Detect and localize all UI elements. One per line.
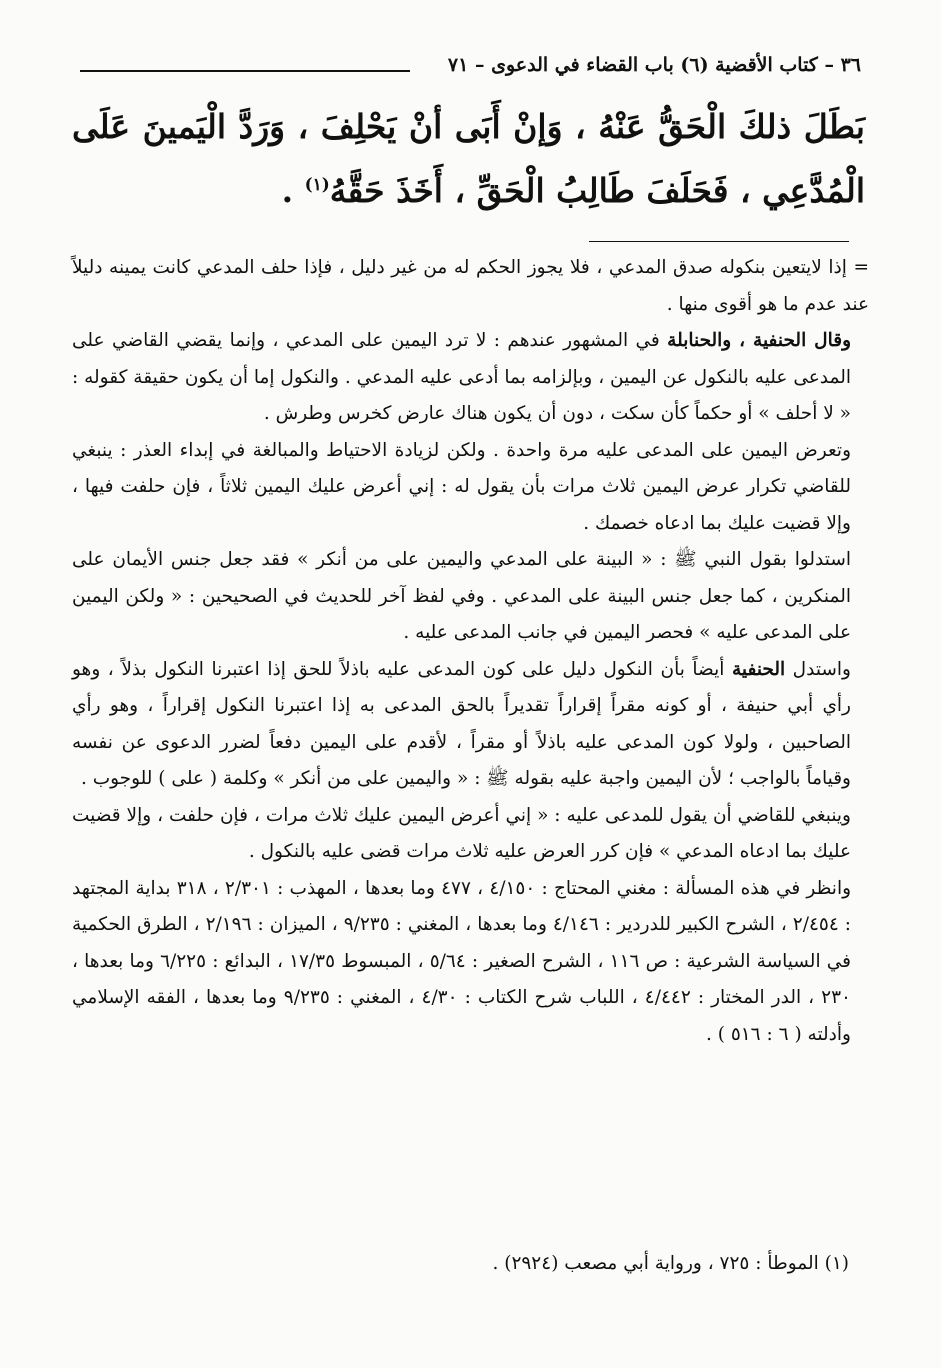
note-bold-madhhab: وقال الحنفية ، والحنابلة — [667, 330, 851, 351]
running-header — [80, 52, 861, 92]
note-paragraph-7-references: وانظر في هذه المسألة : مغني المحتاج : ٤/١٥٠ ، ٤٧٧ وما بعدها ، المهذب : ٢/٣٠١ ، ٣١٨ بداية المجتهد : ٢/٤٥٤ ، الشرح الكبير للدردير : ٤/١٤٦ وما بعدها ، المغني : ٩/٢٣٥ ، الميزان : ٢/١٩٦ ، الطرق الحكمية في السياسة الشرعية : ص ١١٦ ، الشرح الصغير : ٥/٦٤ ، المبسوط ١٧/٣٥ ، البدائع : ٦/٢٢٥ وما بعدها ، ٢٣٠ ، الدر المختار : ٤/٤٤٢ ، اللباب شرح الكتاب : ٤/٣٠ ، المغني : ٩/٢٣٥ وما بعدها ، الفقه الإسلامي وأدلته ( ٦ : ٥١٦ ) . — [72, 877, 852, 1045]
header-title: ٣٦ – كتاب الأقضية (٦) باب القضاء في الدعوى – ٧١ — [447, 54, 861, 76]
notes-separator — [589, 241, 849, 242]
note-paragraph-3: وتعرض اليمين على المدعى عليه مرة واحدة . ولكن لزيادة الاحتياط والمبالغة في إبداء العذر : ينبغي للقاضي تكرار عرض اليمين ثلاث مرات بأن يقول له : إني أعرض عليك اليمين ثلاثاً ، فإن حلفت فيها ، وإلا قضيت عليك بما ادعاه خصمك . — [72, 439, 851, 534]
footnote-marker: (١) — [304, 175, 330, 195]
footnote: (١) الموطأ : ٧٢٥ ، ورواية أبي مصعب (٢٩٢٤) . — [492, 1253, 849, 1274]
note-paragraph-5 — [72, 652, 851, 798]
header-rule — [80, 70, 410, 72]
note-paragraph-2 — [72, 323, 851, 433]
hadith-end: . — [281, 171, 305, 210]
note-bold-hanafiyya: الحنفية — [731, 658, 786, 680]
note-paragraph-4: استدلوا بقول النبي ﷺ : « البينة على المدعي واليمين على من أنكر » فقد جعل جنس الأيمان على المنكرين ، كما جعل جنس البينة على المدعي . وفي لفظ آخر للحديث في الصحيحين : « ولكن اليمين على المدعى عليه » فحصر اليمين في جانب المدعى عليه . — [72, 549, 851, 643]
note-paragraph-1: = إذا لايتعين بنكوله صدق المدعي ، فلا يجوز الحكم له من غير دليل ، فإذا حلف المدعي كانت يمينه دليلاً عند عدم ما هو أقوى منها . — [72, 257, 869, 315]
hadith-body: بَطَلَ ذلكَ الْحَقُّ عَنْهُ ، وَإنْ أَبَى أنْ يَحْلِفَ ، وَرَدَّ الْيَمينَ عَلَى الْمُدَّعِي ، فَحَلَفَ طَالِبُ الْحَقِّ ، أَخَذَ حَقَّهُ — [72, 107, 865, 210]
note-paragraph-5-start: واستدل — [785, 658, 851, 680]
hadith-text — [72, 98, 865, 220]
commentary-notes — [72, 250, 869, 1053]
note-paragraph-2-text: في المشهور عندهم : لا ترد اليمين على المدعي ، وإنما يقضي القاضي على المدعى عليه بالنكول عن اليمين ، وبإلزامه بما أدعى عليه المدعي . والنكول إما أن يكون حقيقة كقوله : « لا أحلف » أو حكماً كأن سكت ، دون أن يكون هناك عارض كخرس وطرش . — [72, 330, 851, 424]
note-paragraph-5-text: أيضاً بأن النكول دليل على كون المدعى عليه باذلاً للحق إذا اعتبرنا النكول بذلاً ، وهو رأي أبي حنيفة ، أو كونه مقراً إقراراً تقديراً بالحق المدعى به إذا اعتبرنا النكول إقراراً ، وهو رأي الصاحبين ، ولولا كون المدعى عليه باذلاً أو مقراً ، لأقدم على اليمين دفعاً لضرر الدعوى عن نفسه وقياماً بالواجب ؛ لأن اليمين واجبة عليه بقوله ﷺ : « واليمين على من أنكر » وكلمة ( على ) للوجوب . — [72, 658, 851, 789]
note-paragraph-6: وينبغي للقاضي أن يقول للمدعى عليه : « إني أعرض اليمين عليك ثلاث مرات ، فإن حلفت ، وإلا قضيت عليك بما ادعاه المدعي » فإن كرر العرض عليه ثلاث مرات قضى عليه بالنكول . — [72, 804, 851, 862]
